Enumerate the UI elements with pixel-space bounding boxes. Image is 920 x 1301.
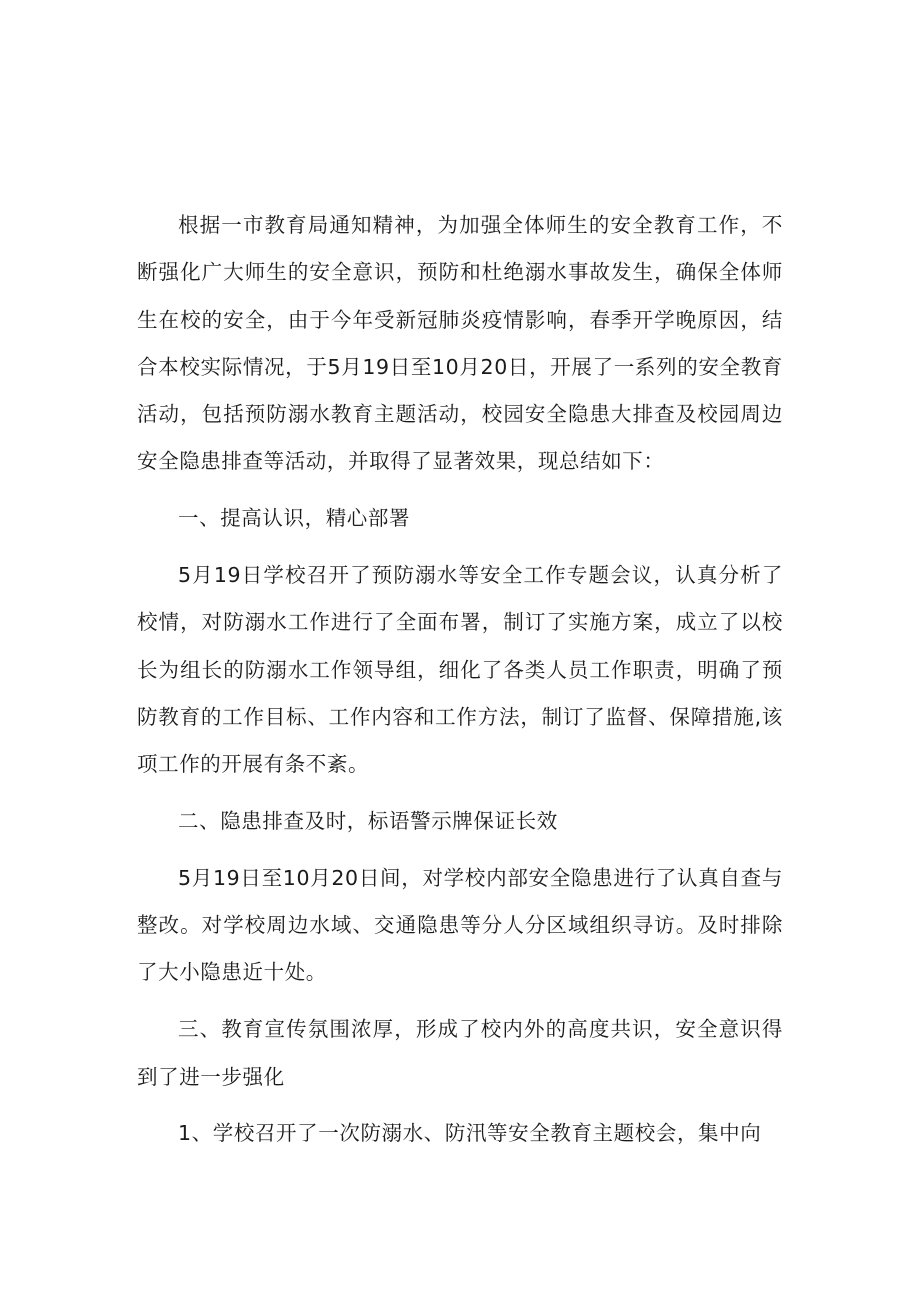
section-heading-1: 一、提高认识，精心部署 bbox=[178, 506, 411, 531]
section-heading-2: 二、隐患排查及时，标语警示牌保证长效 bbox=[178, 809, 558, 834]
section-heading-3: 三、教育宣传氛围浓厚，形成了校内外的高度共识，安全意识得到了进一步强化 bbox=[137, 1017, 783, 1089]
section-3-item-1: 1、学校召开了一次防溺水、防汛等安全教育主题校会，集中向 bbox=[178, 1121, 762, 1146]
section-2-paragraph: 5月19日至10月20日间，对学校内部安全隐患进行了认真自查与整改。对学校周边水域、交通隐患等分人分区域组织寻访。及时排除了大小隐患近十处。 bbox=[137, 865, 783, 985]
section-1-paragraph: 5月19日学校召开了预防溺水等安全工作专题会议，认真分析了校情，对防溺水工作进行了全面布署，制订了实施方案，成立了以校长为组长的防溺水工作领导组，细化了各类人员工作职责，明确了预防教育的工作目标、工作内容和工作方法，制订了监督、保障措施,该项工作的开展有条不紊。 bbox=[137, 563, 783, 777]
document-body bbox=[137, 202, 783, 1167]
intro-paragraph: 根据一市教育局通知精神，为加强全体师生的安全教育工作，不断强化广大师生的安全意识，预防和杜绝溺水事故发生，确保全体师生在校的安全，由于今年受新冠肺炎疫情影响，春季开学晚原因，结合本校实际情况，于5月19日至10月20日，开展了一系列的安全教育活动，包括预防溺水教育主题活动，校园安全隐患大排查及校园周边安全隐患排查等活动，并取得了显著效果，现总结如下： bbox=[137, 213, 783, 474]
